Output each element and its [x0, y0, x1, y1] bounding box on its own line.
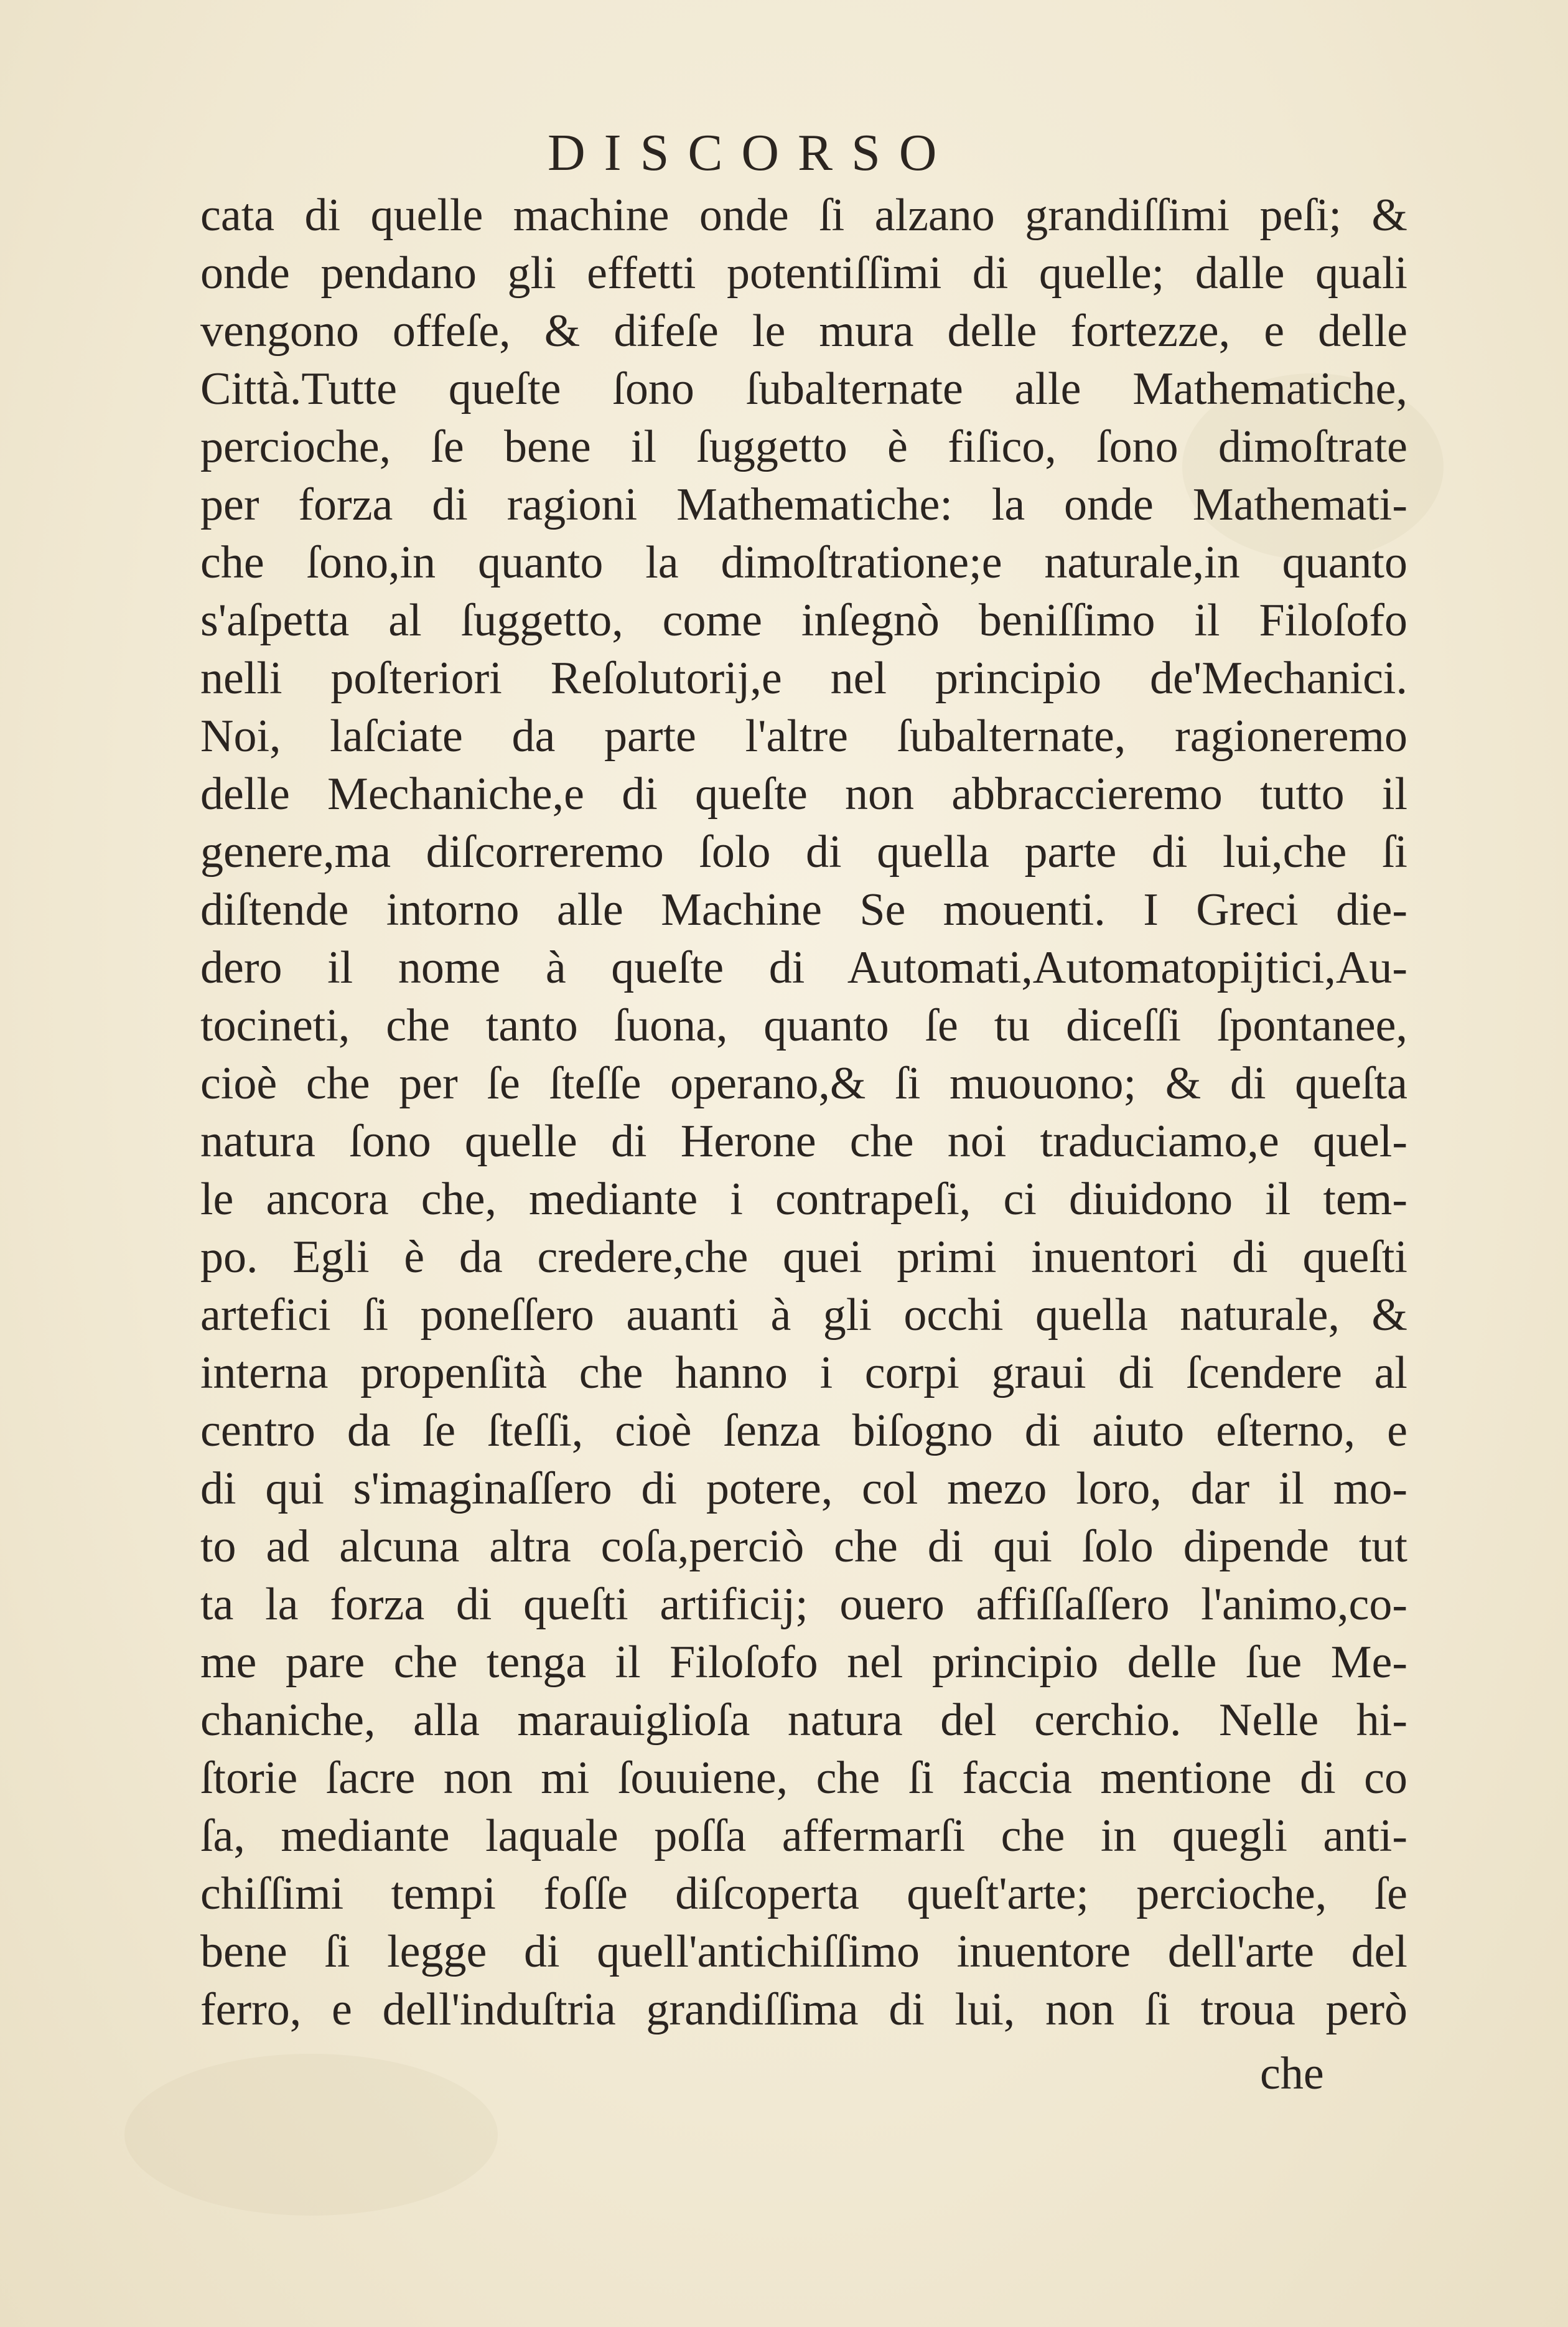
text-line: percioche, ſe bene il ſuggetto è fiſico, ſono dimoſtrate: [200, 421, 1407, 472]
text-line: to ad alcuna altra coſa,perciò che di qui ſolo dipende tut: [200, 1521, 1407, 1572]
text-line: ta la forza di queſti artificij; ouero affiſſaſſero l'animo,co-: [200, 1579, 1407, 1630]
text-line: chiſſimi tempi foſſe diſcoperta queſt'arte; percioche, ſe: [200, 1868, 1407, 1919]
text-line: ſtorie ſacre non mi ſouuiene, che ſi faccia mentione di co: [200, 1753, 1407, 1804]
text-line: Città.Tutte queſte ſono ſubalternate alle Mathematiche,: [200, 363, 1407, 414]
text-line: onde pendano gli effetti potentiſſimi di quelle; dalle quali: [200, 248, 1407, 299]
paper-stain: [124, 2054, 498, 2216]
text-line: bene ſi legge di quell'antichiſſimo inuentore dell'arte del: [200, 1926, 1407, 1977]
text-line: ſa, mediante laquale poſſa affermarſi che in quegli anti-: [200, 1810, 1407, 1861]
text-line: le ancora che, mediante i contrapeſi, ci diuidono il tem-: [200, 1174, 1407, 1225]
text-line: artefici ſi poneſſero auanti à gli occhi quella naturale, &: [200, 1290, 1407, 1341]
text-line: diſtende intorno alle Machine Se mouenti. I Greci die-: [200, 884, 1407, 935]
text-line: me pare che tenga il Filoſofo nel principio delle ſue Me-: [200, 1637, 1407, 1688]
text-line: che ſono,in quanto la dimoſtratione;e naturale,in quanto: [200, 537, 1407, 588]
text-line: s'aſpetta al ſuggetto, come inſegnò beniſſimo il Filoſofo: [200, 595, 1407, 646]
text-line: per forza di ragioni Mathematiche: la onde Mathemati-: [200, 479, 1407, 530]
text-line: cata di quelle machine onde ſi alzano grandiſſimi peſi; &: [200, 190, 1407, 241]
body-text: [200, 187, 1407, 2039]
text-line: chaniche, alla marauiglioſa natura del cerchio. Nelle hi-: [200, 1695, 1407, 1746]
text-line: tocineti, che tanto ſuona, quanto ſe tu diceſſi ſpontanee,: [200, 1000, 1407, 1051]
text-line: cioè che per ſe ſteſſe operano,& ſi muouono; & di queſta: [200, 1058, 1407, 1109]
text-line: ferro, e dell'induſtria grandiſſima di lui, non ſi troua però: [200, 1984, 1407, 2035]
running-head: DISCORSO: [548, 124, 956, 182]
text-line: genere,ma diſcorreremo ſolo di quella parte di lui,che ſi: [200, 826, 1407, 878]
text-line: di qui s'imaginaſſero di potere, col mezo loro, dar il mo-: [200, 1463, 1407, 1514]
text-line: delle Mechaniche,e di queſte non abbraccieremo tutto il: [200, 769, 1407, 820]
text-line: vengono offeſe, & difeſe le mura delle fortezze, e delle: [200, 306, 1407, 357]
text-line: natura ſono quelle di Herone che noi traduciamo,e quel-: [200, 1116, 1407, 1167]
catchword: che: [1260, 2048, 1324, 2099]
text-line: Noi, laſciate da parte l'altre ſubalternate, ragioneremo: [200, 711, 1407, 762]
text-line: po. Egli è da credere,che quei primi inuentori di queſti: [200, 1232, 1407, 1283]
text-line: nelli poſteriori Reſolutorij,e nel principio de'Mechanici.: [200, 653, 1407, 704]
text-line: interna propenſità che hanno i corpi graui di ſcendere al: [200, 1347, 1407, 1398]
text-line: centro da ſe ſteſſi, cioè ſenza biſogno di aiuto eſterno, e: [200, 1405, 1407, 1456]
text-line: dero il nome à queſte di Automati,Automatopijtici,Au-: [200, 942, 1407, 993]
